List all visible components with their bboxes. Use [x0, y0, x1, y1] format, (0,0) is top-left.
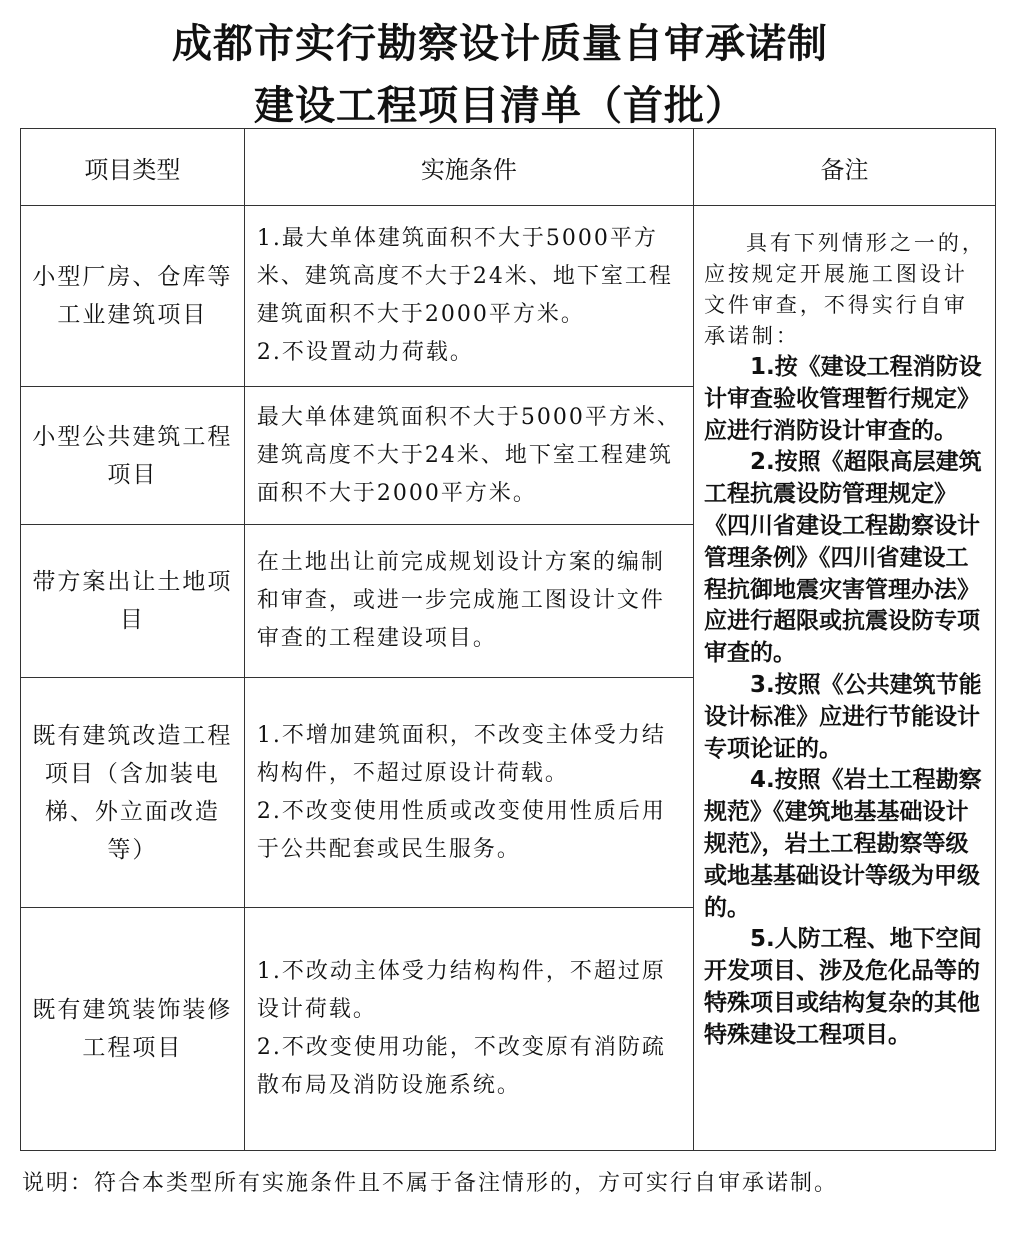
- conditions-cell: [244, 908, 693, 1151]
- conditions-cell: [244, 678, 693, 908]
- project-type-cell: 带方案出让土地项目: [21, 525, 245, 678]
- header-project-type: 项目类型: [21, 129, 245, 206]
- document-title-line1: 成都市实行勘察设计质量自审承诺制: [172, 21, 828, 67]
- project-type-cell: 既有建筑装饰装修工程项目: [21, 908, 245, 1151]
- condition-text: 2.不设置动力荷载。: [256, 340, 474, 365]
- condition-text: 1.最大单体建筑面积不大于5000平方米、建筑高度不大于24米、地下室工程建筑面积不大于2000平方米。: [256, 226, 673, 327]
- project-type-cell: 小型厂房、仓库等工业建筑项目: [21, 206, 245, 387]
- condition-text: 1.不增加建筑面积，不改变主体受力结构构件，不超过原设计荷载。: [256, 722, 666, 786]
- conditions-cell: [244, 206, 693, 387]
- remark-item: 3.按照《公共建筑节能设计标准》应进行节能设计专项论证的。: [703, 671, 982, 762]
- remark-item: 5.人防工程、地下空间开发项目、涉及危化品等的特殊项目或结构复杂的其他特殊建设工程项目。: [703, 926, 982, 1048]
- table-header-row: [21, 129, 996, 206]
- remark-item: 4.按照《岩土工程勘察规范》《建筑地基基础设计规范》，岩土工程勘察等级或地基基础设计等级为甲级的。: [703, 767, 982, 921]
- conditions-cell: [244, 525, 693, 678]
- project-type-cell: 小型公共建筑工程项目: [21, 387, 245, 525]
- remark-item: 2.按照《超限高层建筑工程抗震设防管理规定》《四川省建设工程勘察设计管理条例》《四川省建设工程抗御地震灾害管理办法》应进行超限或抗震设防专项审查的。: [703, 449, 982, 667]
- remark-item: 1.按《建设工程消防设计审查验收管理暂行规定》应进行消防设计审查的。: [703, 354, 982, 444]
- condition-text: 1.不改动主体受力结构构件，不超过原设计荷载。: [256, 959, 666, 1022]
- document-title-line2: 建设工程项目清单（首批）: [254, 83, 746, 129]
- remarks-cell: [693, 206, 995, 1151]
- condition-text: 2.不改变使用性质或改变使用性质后用于公共配套或民生服务。: [256, 798, 666, 862]
- project-type-cell: 既有建筑改造工程项目（含加装电梯、外立面改造等）: [21, 678, 245, 908]
- conditions-cell: [244, 387, 693, 525]
- table-row: [21, 206, 996, 387]
- remarks-intro: 具有下列情形之一的，应按规定开展施工图设计文件审查，不得实行自审承诺制：: [703, 231, 986, 348]
- header-conditions: 实施条件: [244, 129, 693, 206]
- condition-text: 2.不改变使用功能，不改变原有消防疏散布局及消防设施系统。: [256, 1035, 666, 1098]
- condition-text: 在土地出让前完成规划设计方案的编制和审查，或进一步完成施工图设计文件审查的工程建设项目。: [256, 550, 665, 651]
- header-remarks: 备注: [693, 129, 995, 206]
- footnote: 说明：符合本类型所有实施条件且不属于备注情形的，方可实行自审承诺制。: [22, 1171, 839, 1196]
- project-list-table: [20, 128, 996, 1151]
- condition-text: 最大单体建筑面积不大于5000平方米、建筑高度不大于24米、地下室工程建筑面积不大于2000平方米。: [256, 404, 681, 506]
